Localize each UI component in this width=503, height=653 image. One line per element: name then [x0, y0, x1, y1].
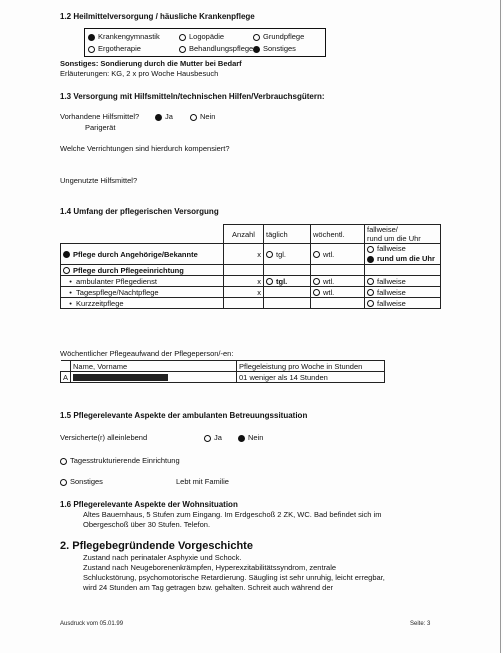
verrichtungen-question: Welche Verrichtungen sind hierdurch kompensiert?	[60, 144, 230, 153]
opt-grundpflege[interactable]: Grundpflege	[253, 32, 304, 41]
table-row	[61, 298, 441, 309]
radio-empty-icon	[253, 34, 260, 41]
row-tagespflege-anzahl: x	[224, 287, 264, 298]
versorgung-table	[60, 224, 441, 309]
section-1-4-title: 1.4 Umfang der pflegerischen Versorgung	[60, 207, 219, 216]
row-ambulant-wtl[interactable]: wtl.	[311, 276, 365, 287]
header-woechentl: wöchentl.	[311, 225, 365, 244]
vorgeschichte-line-4: wird 24 Stunden am Tag getragen bzw. gehalten. Schreit auch während der	[83, 583, 334, 592]
wohnsituation-line-2: Obergeschoß über 30 Stufen. Telefon.	[83, 520, 211, 529]
row-ambulant-anzahl: x	[224, 276, 264, 287]
pflegeaufwand-title: Wöchentlicher Pflegeaufwand der Pflegeperson/-en:	[60, 349, 234, 358]
radio-empty-icon	[88, 46, 95, 53]
section-1-5-title: 1.5 Pflegerelevante Aspekte der ambulanten Betreuungssituation	[60, 411, 308, 420]
row-kurzzeit-label: • Kurzzeitpflege	[61, 298, 224, 309]
table-row	[61, 372, 385, 383]
row-tagespflege-fallweise[interactable]: fallweise	[365, 287, 441, 298]
radio-empty-icon	[367, 246, 374, 253]
opt-behandlungspflege[interactable]: Behandlungspflege	[179, 44, 253, 53]
radio-empty-icon	[190, 114, 197, 121]
heilmittel-options-box	[84, 28, 326, 57]
radio-empty-icon	[266, 251, 273, 258]
radio-empty-icon	[367, 289, 374, 296]
alleinlebend-nein[interactable]: Nein	[238, 433, 263, 442]
col-leistung: Pflegeleistung pro Woche in Stunden	[237, 361, 385, 372]
radio-empty-icon	[367, 300, 374, 307]
radio-empty-icon	[60, 458, 67, 465]
radio-empty-icon	[63, 267, 70, 274]
vorgeschichte-line-2: Zustand nach Neugeborenenkrämpfen, Hyperexzitabilitätssyndrom, zentrale	[83, 563, 337, 572]
table-header-row	[61, 225, 441, 244]
row-ambulant-fallweise[interactable]: fallweise	[365, 276, 441, 287]
vorgeschichte-line-3: Schluckstörung, psychomotorische Retardierung. Säugling ist sehr unruhig, leicht erregbar,	[83, 573, 385, 582]
radio-filled-icon	[367, 256, 374, 263]
ungenutzte-question: Ungenutzte Hilfsmittel?	[60, 176, 138, 185]
row-pflegeeinrichtung-label[interactable]: Pflege durch Pflegeeinrichtung	[61, 265, 224, 276]
hilfsmittel-nein[interactable]: Nein	[190, 112, 215, 121]
row-label-a: A	[61, 372, 71, 383]
radio-empty-icon	[204, 435, 211, 442]
pflegeaufwand-table	[60, 360, 385, 383]
radio-empty-icon	[60, 479, 67, 486]
radio-filled-icon	[63, 251, 70, 258]
header-anzahl: Anzahl	[224, 225, 264, 244]
row-angehoerige-anzahl: x	[224, 244, 264, 265]
alleinlebend-ja[interactable]: Ja	[204, 433, 222, 442]
erlaeuterungen-text: Erläuterungen: KG, 2 x pro Woche Hausbesuch	[60, 69, 219, 78]
footer-page-number: Seite: 3	[410, 621, 431, 627]
row-tagespflege-wtl[interactable]: wtl.	[311, 287, 365, 298]
table-row	[61, 287, 441, 298]
radio-empty-icon	[266, 278, 273, 285]
radio-filled-icon	[88, 34, 95, 41]
header-taeglich: täglich	[264, 225, 311, 244]
row-leistung-value: 01 weniger als 14 Stunden	[237, 372, 385, 383]
radio-filled-icon	[238, 435, 245, 442]
lebt-mit-familie-text: Lebt mit Familie	[176, 477, 229, 486]
page-edge	[500, 0, 501, 653]
table-row	[61, 244, 441, 265]
header-fallweise: fallweise/ rund um die Uhr	[365, 225, 441, 244]
hilfsmittel-ja[interactable]: Ja	[155, 112, 173, 121]
radio-empty-icon	[179, 34, 186, 41]
col-name: Name, Vorname	[71, 361, 237, 372]
wohnsituation-line-1: Altes Bauernhaus, 5 Stufen zum Eingang. Im Erdgeschoß 2 ZK, WC. Bad befindet sich im	[83, 510, 382, 519]
radio-empty-icon	[313, 251, 320, 258]
radio-empty-icon	[313, 289, 320, 296]
vorgeschichte-line-1: Zustand nach perinataler Asphyxie und Schock.	[83, 553, 242, 562]
table-row	[61, 265, 441, 276]
sonstiges-text: Sonstiges: Sondierung durch die Mutter bei Bedarf	[60, 59, 242, 68]
sonstiges-option[interactable]: Sonstiges	[60, 477, 103, 486]
row-ambulant-tgl[interactable]: tgl.	[264, 276, 311, 287]
section-1-6-title: 1.6 Pflegerelevante Aspekte der Wohnsituation	[60, 500, 238, 509]
table-header-row	[61, 361, 385, 372]
row-angehoerige-tgl[interactable]: tgl.	[264, 244, 311, 265]
section-2-title: 2. Pflegebegründende Vorgeschichte	[60, 540, 253, 552]
hilfsmittel-item: Parigerät	[85, 123, 116, 132]
row-kurzzeit-fallweise[interactable]: fallweise	[365, 298, 441, 309]
tagesstrukturierend-option[interactable]: Tagesstrukturierende Einrichtung	[60, 456, 180, 465]
radio-filled-icon	[155, 114, 162, 121]
opt-krankengymnastik[interactable]: Krankengymnastik	[88, 32, 160, 41]
opt-ergotherapie[interactable]: Ergotherapie	[88, 44, 141, 53]
section-1-2-title: 1.2 Heilmittelversorgung / häusliche Krankenpflege	[60, 12, 255, 21]
opt-sonstiges[interactable]: Sonstiges	[253, 44, 296, 53]
section-1-3-title: 1.3 Versorgung mit Hilfsmitteln/technischen Hilfen/Verbrauchsgütern:	[60, 92, 325, 101]
radio-filled-icon	[253, 46, 260, 53]
footer-print-date: Ausdruck vom 05.01.99	[60, 621, 124, 627]
radio-empty-icon	[313, 278, 320, 285]
row-angehoerige-label[interactable]: Pflege durch Angehörige/Bekannte	[61, 244, 224, 265]
row-angehoerige-wtl[interactable]: wtl.	[311, 244, 365, 265]
row-angehoerige-fallweise[interactable]: fallweise rund um die Uhr	[365, 244, 441, 265]
radio-empty-icon	[179, 46, 186, 53]
table-row	[61, 276, 441, 287]
redacted-name	[71, 372, 237, 383]
row-tagespflege-label: • Tagespflege/Nachtpflege	[61, 287, 224, 298]
row-ambulant-label: • ambulanter Pflegedienst	[61, 276, 224, 287]
radio-empty-icon	[367, 278, 374, 285]
opt-logopaedie[interactable]: Logopädie	[179, 32, 224, 41]
hilfsmittel-question: Vorhandene Hilfsmittel?	[60, 112, 140, 121]
alleinlebend-question: Versicherte(r) alleinlebend	[60, 433, 148, 442]
